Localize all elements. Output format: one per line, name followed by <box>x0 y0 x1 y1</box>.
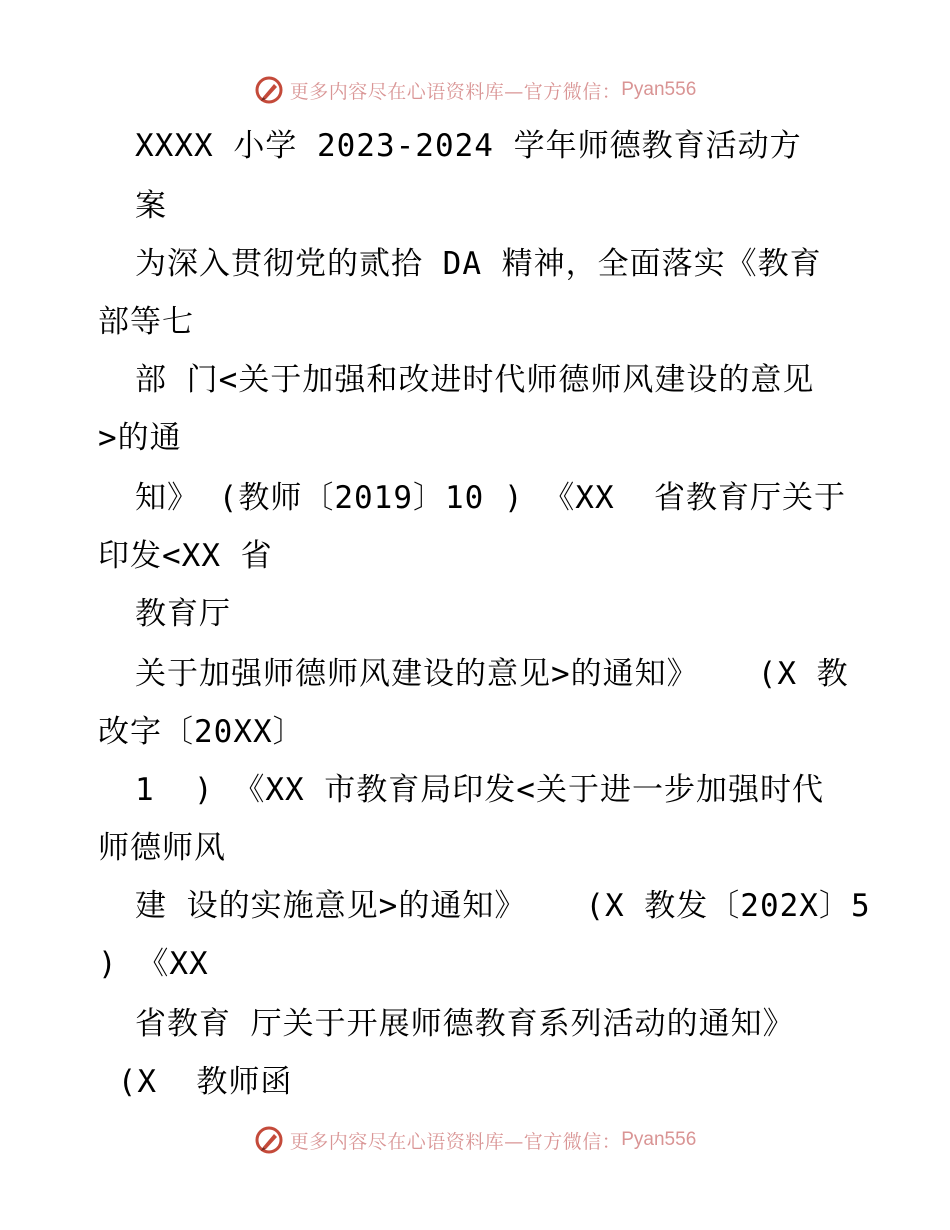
doc-line: 省教育 厅关于开展师德教育系列活动的通知》 <box>135 1006 795 1042</box>
doc-line: 知》 (教师〔2019〕10 ) 《XX 省教育厅关于 <box>135 480 846 516</box>
footer-banner-wechat-id: Pyan556 <box>621 1129 697 1150</box>
doc-line: 师德师风 <box>98 830 226 866</box>
doc-line: 教育厅 <box>135 596 231 632</box>
header-banner-text: 更多内容尽在心语资料库—官方微信： <box>289 80 622 103</box>
doc-line: ) 《XX <box>98 946 209 982</box>
footer-banner-text: 更多内容尽在心语资料库—官方微信： <box>289 1130 622 1153</box>
doc-line: 改字〔20XX〕 <box>98 714 305 750</box>
doc-line: (X 教师函 <box>98 1064 293 1100</box>
pen-logo-icon <box>254 1125 284 1155</box>
header-banner-wechat-id: Pyan556 <box>621 79 697 100</box>
doc-title-line-2: 案 <box>135 188 167 224</box>
footer-banner <box>0 1120 950 1160</box>
pen-logo-icon <box>254 75 284 105</box>
doc-line: 印发<XX 省 <box>98 538 273 574</box>
header-banner <box>0 70 950 110</box>
doc-line: 建 设的实施意见>的通知》 (X 教发〔202X〕5 <box>135 888 871 924</box>
doc-title-line-1: XXXX 小学 2023-2024 学年师德教育活动方 <box>135 128 802 164</box>
doc-line: 1 ) 《XX 市教育局印发<关于进一步加强时代 <box>135 772 824 808</box>
doc-line: 为深入贯彻党的贰拾 DA 精神，全面落实《教育 <box>135 246 822 282</box>
doc-line: 关于加强师德师风建设的意见>的通知》 (X 教 <box>135 656 849 692</box>
doc-line: 部 门<关于加强和改进时代师德师风建设的意见 <box>135 362 815 398</box>
doc-line: 部等七 <box>98 304 194 340</box>
doc-line: >的通 <box>98 420 182 456</box>
